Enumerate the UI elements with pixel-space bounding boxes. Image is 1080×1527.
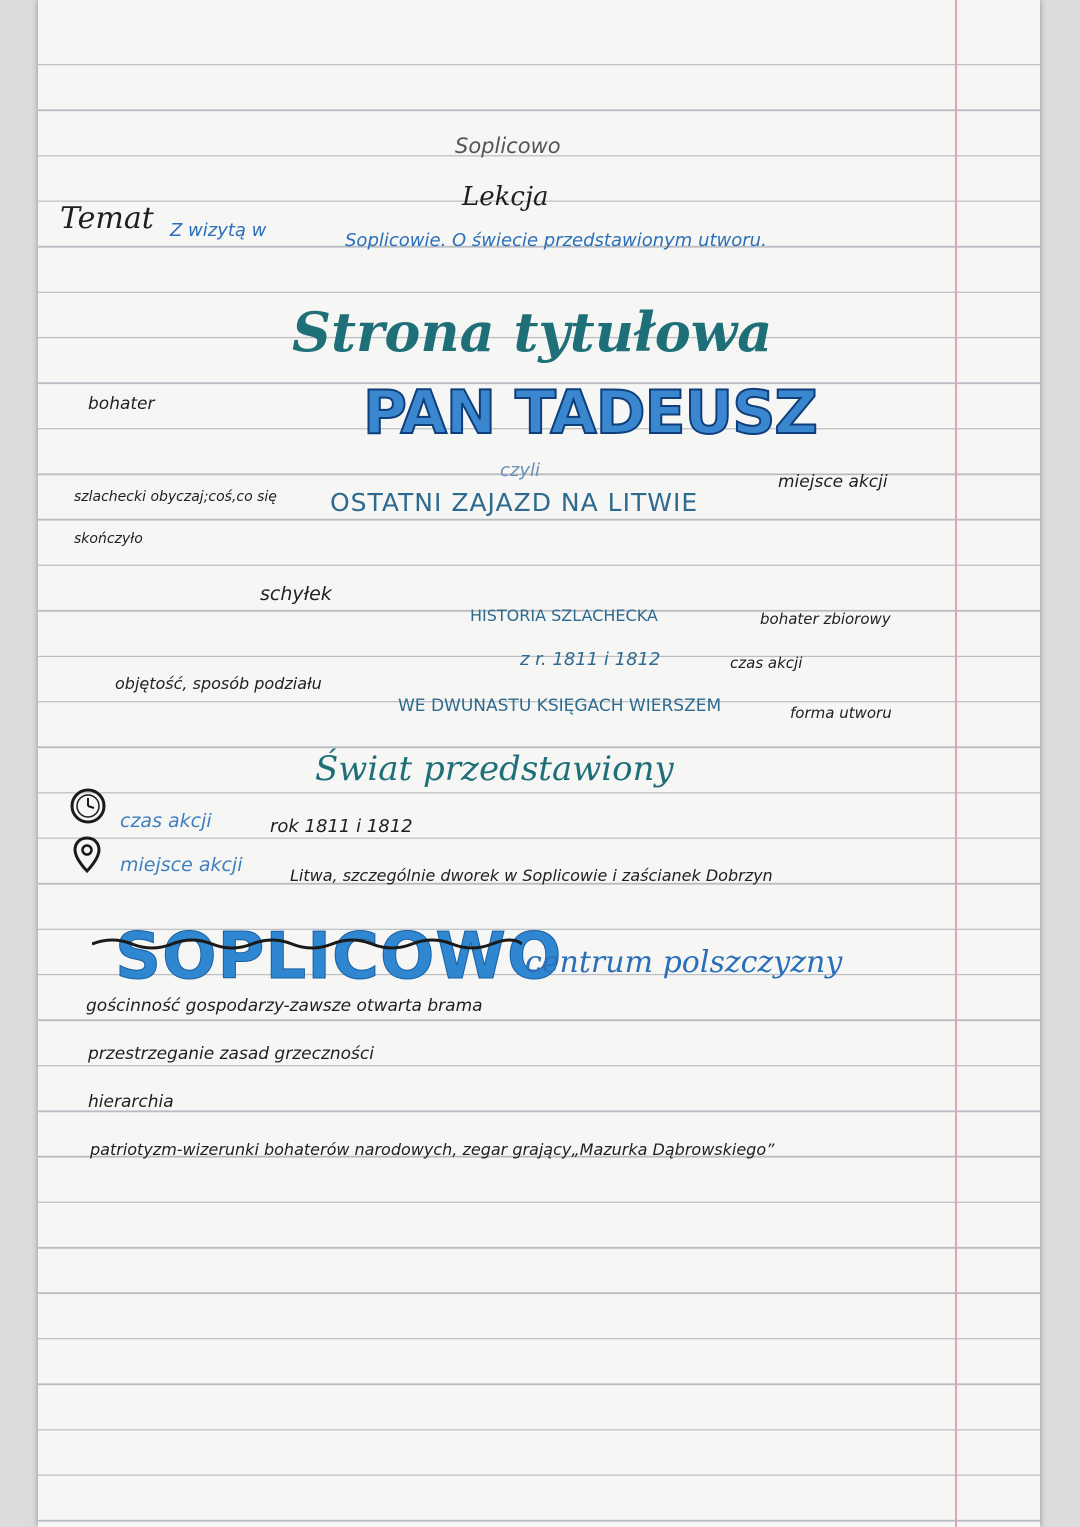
list-item: patriotyzm-wizerunki bohaterów narodowych, zegar grający„Mazurka Dąbrowskiego” xyxy=(90,1140,775,1159)
books-text: WE DWUNASTU KSIĘGACH WIERSZEM xyxy=(398,696,722,716)
work-title: PAN TADEUSZ xyxy=(363,378,817,448)
czyli-word: czyli xyxy=(500,460,540,481)
title-page-heading: Strona tytułowa xyxy=(292,300,773,364)
location-pin-icon xyxy=(72,836,102,874)
list-item: gościnność gospodarzy-zawsze otwarta brama xyxy=(86,996,483,1016)
annotation-objetosc: objętość, sposób podziału xyxy=(115,674,322,693)
topic-text-part2: Soplicowie. O świecie przedstawionym utworu. xyxy=(345,230,767,251)
place-label: miejsce akcji xyxy=(120,854,243,876)
annotation-miejsce-akcji: miejsce akcji xyxy=(778,472,888,492)
time-label: czas akcji xyxy=(120,810,212,832)
annotation-schylek: schyłek xyxy=(260,583,332,605)
margin-line xyxy=(955,0,957,1527)
wave-decoration xyxy=(92,924,522,984)
annotation-szlachecki-line2: skończyło xyxy=(74,531,143,547)
annotation-forma-utworu: forma utworu xyxy=(790,704,892,722)
top-title: Soplicowo xyxy=(455,134,561,158)
topic-text-part1: Z wizytą w xyxy=(170,220,267,241)
years-text: z r. 1811 i 1812 xyxy=(520,649,661,670)
list-item: przestrzeganie zasad grzeczności xyxy=(88,1044,374,1064)
clock-icon xyxy=(68,786,108,826)
world-heading: Świat przedstawiony xyxy=(315,749,674,789)
history-text: HISTORIA SZLACHECKA xyxy=(470,606,658,625)
annotation-bohater-zbiorowy: bohater zbiorowy xyxy=(760,610,891,628)
soplicowo-caption: centrum polszczyzny xyxy=(525,945,843,980)
list-item: hierarchia xyxy=(88,1092,174,1112)
soplicowo-title: SOPLICOWO xyxy=(115,920,563,994)
annotation-czas-akcji: czas akcji xyxy=(730,654,803,672)
annotation-bohater: bohater xyxy=(88,394,155,414)
time-value: rok 1811 i 1812 xyxy=(270,816,413,837)
subtitle: OSTATNI ZAJAZD NA LITWIE xyxy=(330,488,699,517)
place-value: Litwa, szczególnie dworek w Soplicowie i zaścianek Dobrzyn xyxy=(290,866,773,885)
topic-label: Temat xyxy=(60,201,154,236)
lesson-label: Lekcja xyxy=(462,182,549,212)
annotation-szlachecki-line1: szlachecki obyczaj;coś,co się xyxy=(74,489,277,505)
